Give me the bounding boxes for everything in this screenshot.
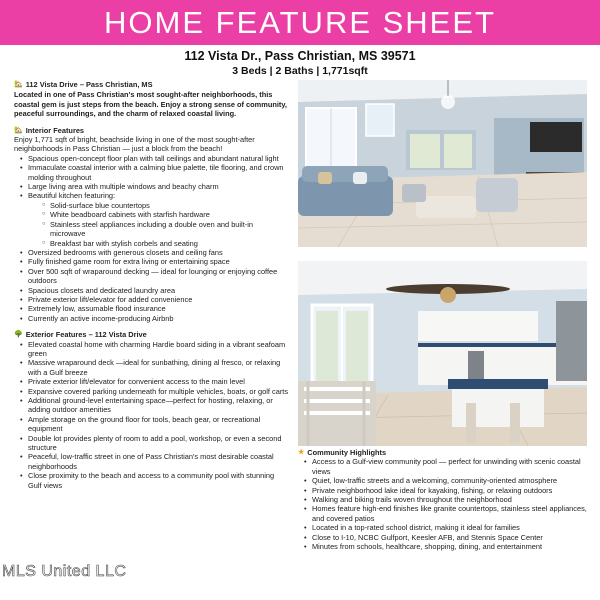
list-item: • Spacious open-concept floor plan with tall ceilings and abundant natural light xyxy=(20,154,289,163)
list-item: • Peaceful, low-traffic street in one of Pass Christian's most desirable coastal neighborhoods xyxy=(20,452,289,471)
list-item: • Large living area with multiple windows and beachy charm xyxy=(20,182,289,191)
intro-heading xyxy=(14,80,289,89)
list-item: • Close to I-10, NCBC Gulfport, Keesler AFB, and Stennis Space Center xyxy=(304,533,590,542)
list-item: • Currently an active income-producing Airbnb xyxy=(20,314,289,323)
exterior-list xyxy=(14,340,289,491)
list-item: • Fully finished game room for extra living or entertaining space xyxy=(20,257,289,266)
property-address: 112 Vista Dr., Pass Christian, MS 39571 xyxy=(184,49,416,63)
list-item: • Private neighborhood lake ideal for kayaking, fishing, or relaxing outdoors xyxy=(304,486,590,495)
list-item: • Over 500 sqft of wraparound decking — ideal for lounging or enjoying coffee outdoors xyxy=(20,267,289,286)
list-item: ○ White beadboard cabinets with starfish hardware xyxy=(42,210,289,219)
exterior-heading xyxy=(14,330,289,339)
house-icon: 🏡 xyxy=(14,126,23,134)
list-item: • Oversized bedrooms with generous closets and ceiling fans xyxy=(20,248,289,257)
list-item: ○ Solid-surface blue countertops xyxy=(42,201,289,210)
community-column xyxy=(298,448,590,551)
list-item: • Immaculate coastal interior with a calming blue palette, tile flooring, and crown molding throughout xyxy=(20,163,289,182)
tree-icon: 🌳 xyxy=(14,331,23,339)
house-icon: 🏡 xyxy=(14,81,23,88)
interior-list xyxy=(14,154,289,323)
list-item: • Additional ground-level entertaining space—perfect for hosting, relaxing, or adding outdoor amenities xyxy=(20,396,289,415)
kitchen-list xyxy=(28,201,289,248)
watermark: MLS United LLC xyxy=(2,563,127,580)
list-item: • Private exterior lift/elevator for convenient access to the main level xyxy=(20,377,289,386)
list-item: • Close proximity to the beach and access to a community pool with stunning Gulf views xyxy=(20,471,289,490)
list-item: • Private exterior lift/elevator for added convenience xyxy=(20,295,289,304)
interior-lead: Enjoy 1,771 sqft of bright, beachside living in one of the most sought-after neighborhoods in Pass Christian — just a block from the beach! xyxy=(14,135,255,154)
community-list xyxy=(298,457,590,551)
list-item: • Access to a Gulf-view community pool — perfect for unwinding with scenic coastal views xyxy=(304,457,590,476)
kitchen-label: Beautiful kitchen featuring: xyxy=(28,191,116,201)
list-item: ○ Stainless steel appliances including a double oven and built-in microwave xyxy=(42,220,289,239)
list-item xyxy=(20,191,289,247)
community-heading xyxy=(298,448,590,457)
list-item: • Expansive covered parking underneath for multiple vehicles, boats, or golf carts xyxy=(20,387,289,396)
list-item: • Minutes from schools, healthcare, shopping, dining, and entertainment xyxy=(304,542,590,551)
kitchen-photo xyxy=(298,261,587,446)
list-item: ○ Breakfast bar with stylish corbels and seating xyxy=(42,239,289,248)
page-title: HOME FEATURE SHEET xyxy=(104,4,496,40)
list-item: • Homes feature high-end finishes like granite countertops, stainless steel appliances, and covered patios xyxy=(304,504,590,523)
list-item: • Massive wraparound deck —ideal for sunbathing, dining al fresco, or relaxing with a Gulf breeze xyxy=(20,358,289,377)
living-room-photo xyxy=(298,80,587,247)
features-column xyxy=(14,80,289,490)
list-item: • Ample storage on the ground floor for tools, beach gear, or recreational equipment xyxy=(20,415,289,434)
title-banner xyxy=(0,0,600,45)
property-specs: 3 Beds | 2 Baths | 1,771sqft xyxy=(232,65,368,77)
list-item: • Walking and biking trails woven throughout the neighborhood xyxy=(304,495,590,504)
star-icon: ★ xyxy=(298,449,305,456)
list-item: • Located in a top-rated school district, making it ideal for families xyxy=(304,523,590,532)
intro-text: Located in one of Pass Christian's most sought-after neighborhoods, this coastal gem is just steps from the beach. Enjoy a strong sense of community, peaceful surroundings, and the charm of relaxed coastal living. xyxy=(14,90,287,119)
exterior-heading-text: Exterior Features – 112 Vista Drive xyxy=(25,330,147,340)
list-item: • Extremely low, assumable flood insurance xyxy=(20,304,289,313)
list-item: • Quiet, low-traffic streets and a welcoming, community-oriented atmosphere xyxy=(304,476,590,485)
list-item: • Spacious closets and dedicated laundry area xyxy=(20,286,289,295)
intro-heading-text: 112 Vista Drive – Pass Christian, MS xyxy=(25,80,153,89)
interior-heading xyxy=(14,126,289,135)
interior-heading-text: Interior Features xyxy=(25,125,85,135)
community-heading-text: Community Highlights xyxy=(307,448,387,457)
list-item: • Double lot provides plenty of room to add a pool, workshop, or even a second structure xyxy=(20,434,289,453)
list-item: • Elevated coastal home with charming Hardie board siding in a vibrant seafoam green xyxy=(20,340,289,359)
